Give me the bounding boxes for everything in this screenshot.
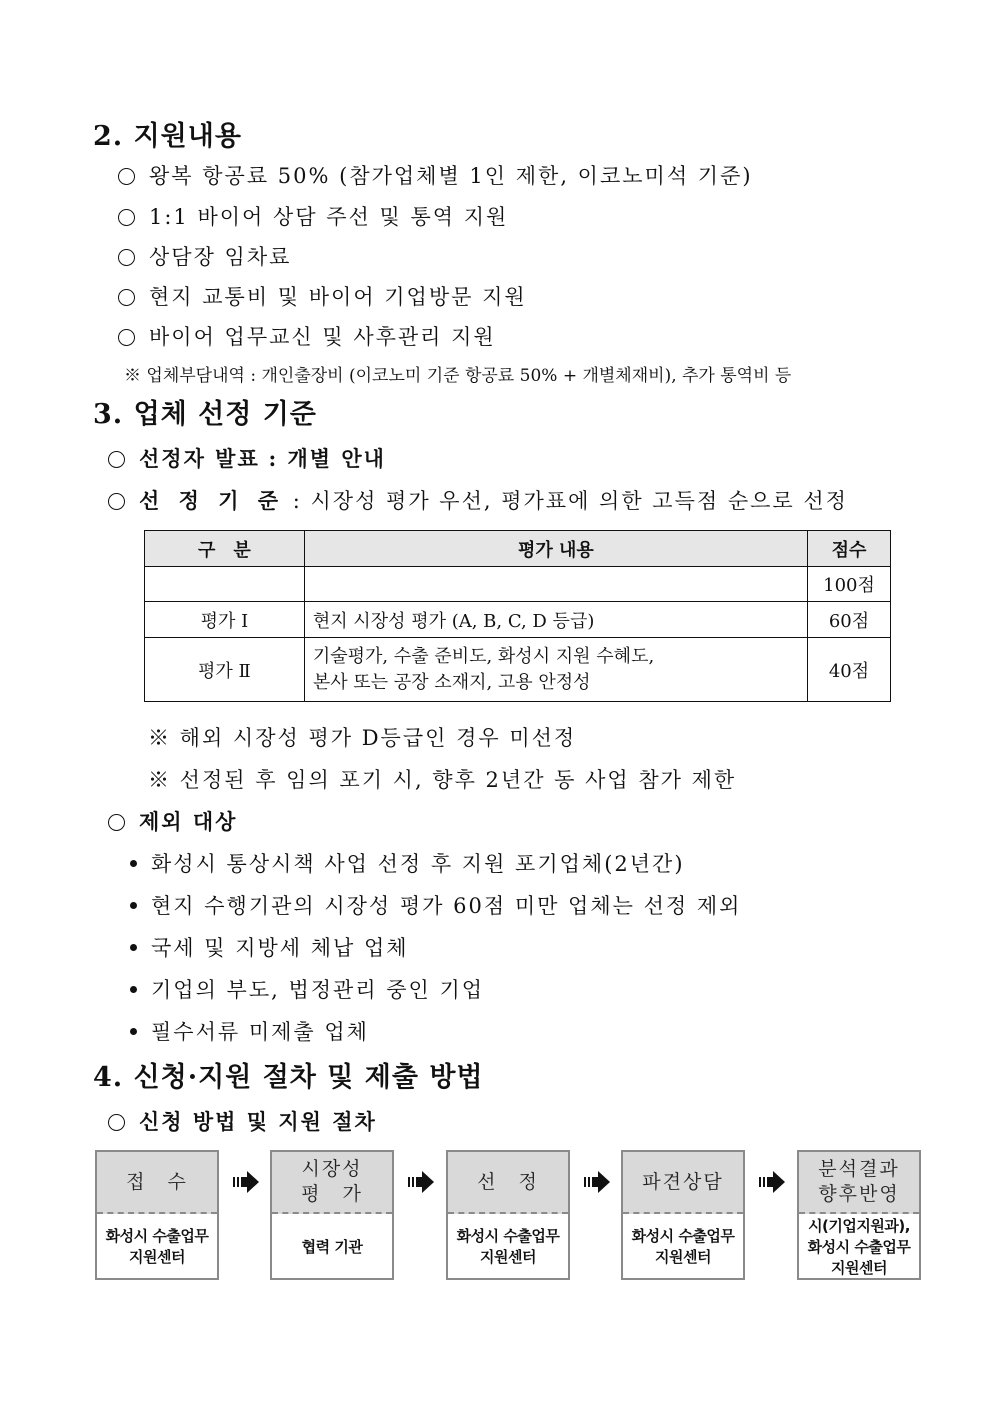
section-4-title: 4. 신청·지원 절차 및 제출 방법 [93, 1062, 484, 1093]
support-item: 현지 교통비 및 바이어 기업방문 지원 [118, 281, 527, 311]
circle-bullet-icon [108, 493, 125, 510]
exclusion-item: 필수서류 미제출 업체 [130, 1016, 369, 1046]
burden-note: ※ 업체부담내역 : 개인출장비 (이코노미 기준 항공료 50% + 개별체재비), 추가 통역비 등 [124, 366, 792, 386]
support-item: 바이어 업무교신 및 사후관리 지원 [118, 321, 496, 351]
support-item: 1:1 바이어 상담 주선 및 통역 지원 [118, 201, 508, 231]
content-cell: 현지 시장성 평가 (A, B, C, D 등급) [304, 602, 807, 638]
circle-bullet-icon [118, 329, 135, 346]
header-content: 평가 내용 [304, 531, 807, 567]
table-row [145, 638, 891, 702]
content-cell: 기술평가, 수출 준비도, 화성시 지원 수혜도, 본사 또는 공장 소재지, 고용 안정성 [304, 638, 807, 702]
circle-bullet-icon [118, 249, 135, 266]
selection-note: ※ 해외 시장성 평가 D등급인 경우 미선정 [148, 726, 577, 750]
circle-bullet-icon [108, 814, 125, 831]
circle-bullet-icon [118, 168, 135, 185]
dot-bullet-icon [130, 944, 137, 951]
exclusion-item: 기업의 부도, 법정관리 중인 기업 [130, 974, 484, 1004]
circle-bullet-icon [118, 209, 135, 226]
score-cell: 60점 [808, 602, 891, 638]
arrow-right-icon [759, 1170, 787, 1194]
procedure-heading: 신청 방법 및 지원 절차 [108, 1106, 377, 1136]
exclusion-item: 현지 수행기관의 시장성 평가 60점 미만 업체는 선정 제외 [130, 890, 741, 920]
arrow-right-icon [233, 1170, 261, 1194]
exclusion-item: 국세 및 지방세 체납 업체 [130, 932, 409, 962]
category-cell: 평가 Ⅱ [145, 638, 305, 702]
circle-bullet-icon [108, 1114, 125, 1131]
section-2-title: 2. 지원내용 [93, 121, 242, 152]
support-item: 왕복 항공료 50% (참가업체별 1인 제한, 이코노미석 기준) [118, 160, 753, 190]
exclusion-heading: 제외 대상 [108, 806, 237, 836]
score-cell: 40점 [808, 638, 891, 702]
exclusion-item: 화성시 통상시책 사업 선정 후 지원 포기업체(2년간) [130, 848, 685, 878]
arrow-right-icon [408, 1170, 436, 1194]
support-item: 상담장 임차료 [118, 241, 291, 271]
dot-bullet-icon [130, 902, 137, 909]
flow-step-evaluation: 시장성 평 가 협력 기관 [270, 1150, 394, 1280]
category-cell: 평가 Ⅰ [145, 602, 305, 638]
dot-bullet-icon [130, 986, 137, 993]
dot-bullet-icon [130, 1028, 137, 1035]
announcement-line: 선정자 발표 : 개별 안내 [108, 443, 386, 473]
selection-note: ※ 선정된 후 임의 포기 시, 향후 2년간 동 사업 참가 제한 [148, 768, 737, 792]
header-score: 점수 [808, 531, 891, 567]
section-3-title: 3. 업체 선정 기준 [93, 399, 317, 430]
header-category: 구 분 [145, 531, 305, 567]
table-header-row [145, 531, 891, 567]
total-score: 100점 [808, 567, 891, 602]
flow-step-selection: 선 정 화성시 수출업무 지원센터 [446, 1150, 570, 1280]
flow-step-analysis: 분석결과 향후반영 시(기업지원과), 화성시 수출업무 지원센터 [797, 1150, 921, 1280]
dot-bullet-icon [130, 860, 137, 867]
table-row [145, 602, 891, 638]
arrow-right-icon [584, 1170, 612, 1194]
circle-bullet-icon [118, 289, 135, 306]
table-row-total [145, 567, 891, 602]
flow-step-receipt: 접 수 화성시 수출업무 지원센터 [95, 1150, 219, 1280]
criteria-line: 선 정 기 준 : 시장성 평가 우선, 평가표에 의한 고득점 순으로 선정 [108, 485, 848, 515]
evaluation-table [144, 530, 891, 702]
empty-cell [304, 567, 807, 602]
empty-cell [145, 567, 305, 602]
flow-step-consultation: 파견상담 화성시 수출업무 지원센터 [621, 1150, 745, 1280]
circle-bullet-icon [108, 451, 125, 468]
